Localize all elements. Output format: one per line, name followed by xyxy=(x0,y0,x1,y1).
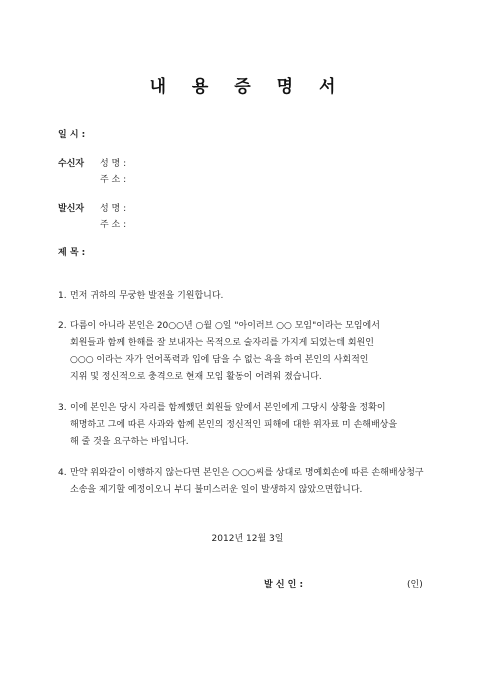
paragraph-line: ○○○ 이라는 자가 언어폭력과 입에 담을 수 없는 욕을 하여 본인의 사회적인 xyxy=(70,355,369,365)
paragraph-line: 지위 및 정신적으로 충격으로 현재 모임 활동이 어려워 졌습니다. xyxy=(70,372,322,382)
paragraph-line: 해명하고 그에 따른 사과와 함께 본인의 정신적인 피해에 대한 위자료 미 손해배상을 xyxy=(70,420,398,430)
sender-name-label: 성 명 : xyxy=(100,204,127,214)
paragraph-4 xyxy=(58,465,438,499)
subject-label: 제 목 : xyxy=(58,248,86,258)
paragraph-3 xyxy=(58,400,438,451)
sender-label: 발신자 xyxy=(58,204,85,214)
paragraph-number: 4. xyxy=(58,468,67,478)
paragraph-line: 만약 위와같이 이행하지 않는다면 본인은 ○○○씨를 상대로 명예회손에 따른 손해배상청구 xyxy=(70,468,424,478)
sender-address-label: 주 소 : xyxy=(100,220,127,230)
recipient-address-label: 주 소 : xyxy=(100,175,127,185)
date-label: 일 시 : xyxy=(58,130,86,140)
document-title: 내 용 증 명 서 xyxy=(149,77,346,97)
recipient-name-label: 성 명 : xyxy=(100,159,127,169)
recipient-label: 수신자 xyxy=(58,159,85,169)
paragraph-number: 3. xyxy=(58,403,67,413)
seal-mark: (인) xyxy=(407,580,423,590)
paragraph-line: 이에 본인은 당시 자리를 함께했던 회원들 앞에서 본인에게 그당시 상황을 정확이 xyxy=(70,403,386,413)
paragraph-line: 소송을 제기할 예정이오니 부디 불미스러운 일이 발생하지 않았으면합니다. xyxy=(70,485,363,495)
paragraph-line: 다름이 아니라 본인은 20○○년 ○월 ○일 "아이러브 ○○ 모임"이라는 모임에서 xyxy=(70,321,380,331)
paragraph-1 xyxy=(58,288,438,305)
paragraph-line: 먼저 귀하의 무궁한 발전을 기원합니다. xyxy=(70,291,224,301)
paragraph-number: 2. xyxy=(58,321,67,331)
signer-label: 발 신 인 : xyxy=(264,580,304,590)
issue-date: 2012년 12월 3일 xyxy=(211,534,284,544)
paragraph-line: 회원들과 함께 한해를 잘 보내자는 목적으로 술자리를 가지게 되었는데 회원인 xyxy=(70,338,374,348)
paragraph-2 xyxy=(58,318,438,386)
paragraph-number: 1. xyxy=(58,291,67,301)
paragraph-line: 해 줄 것을 요구하는 바입니다. xyxy=(70,437,189,447)
